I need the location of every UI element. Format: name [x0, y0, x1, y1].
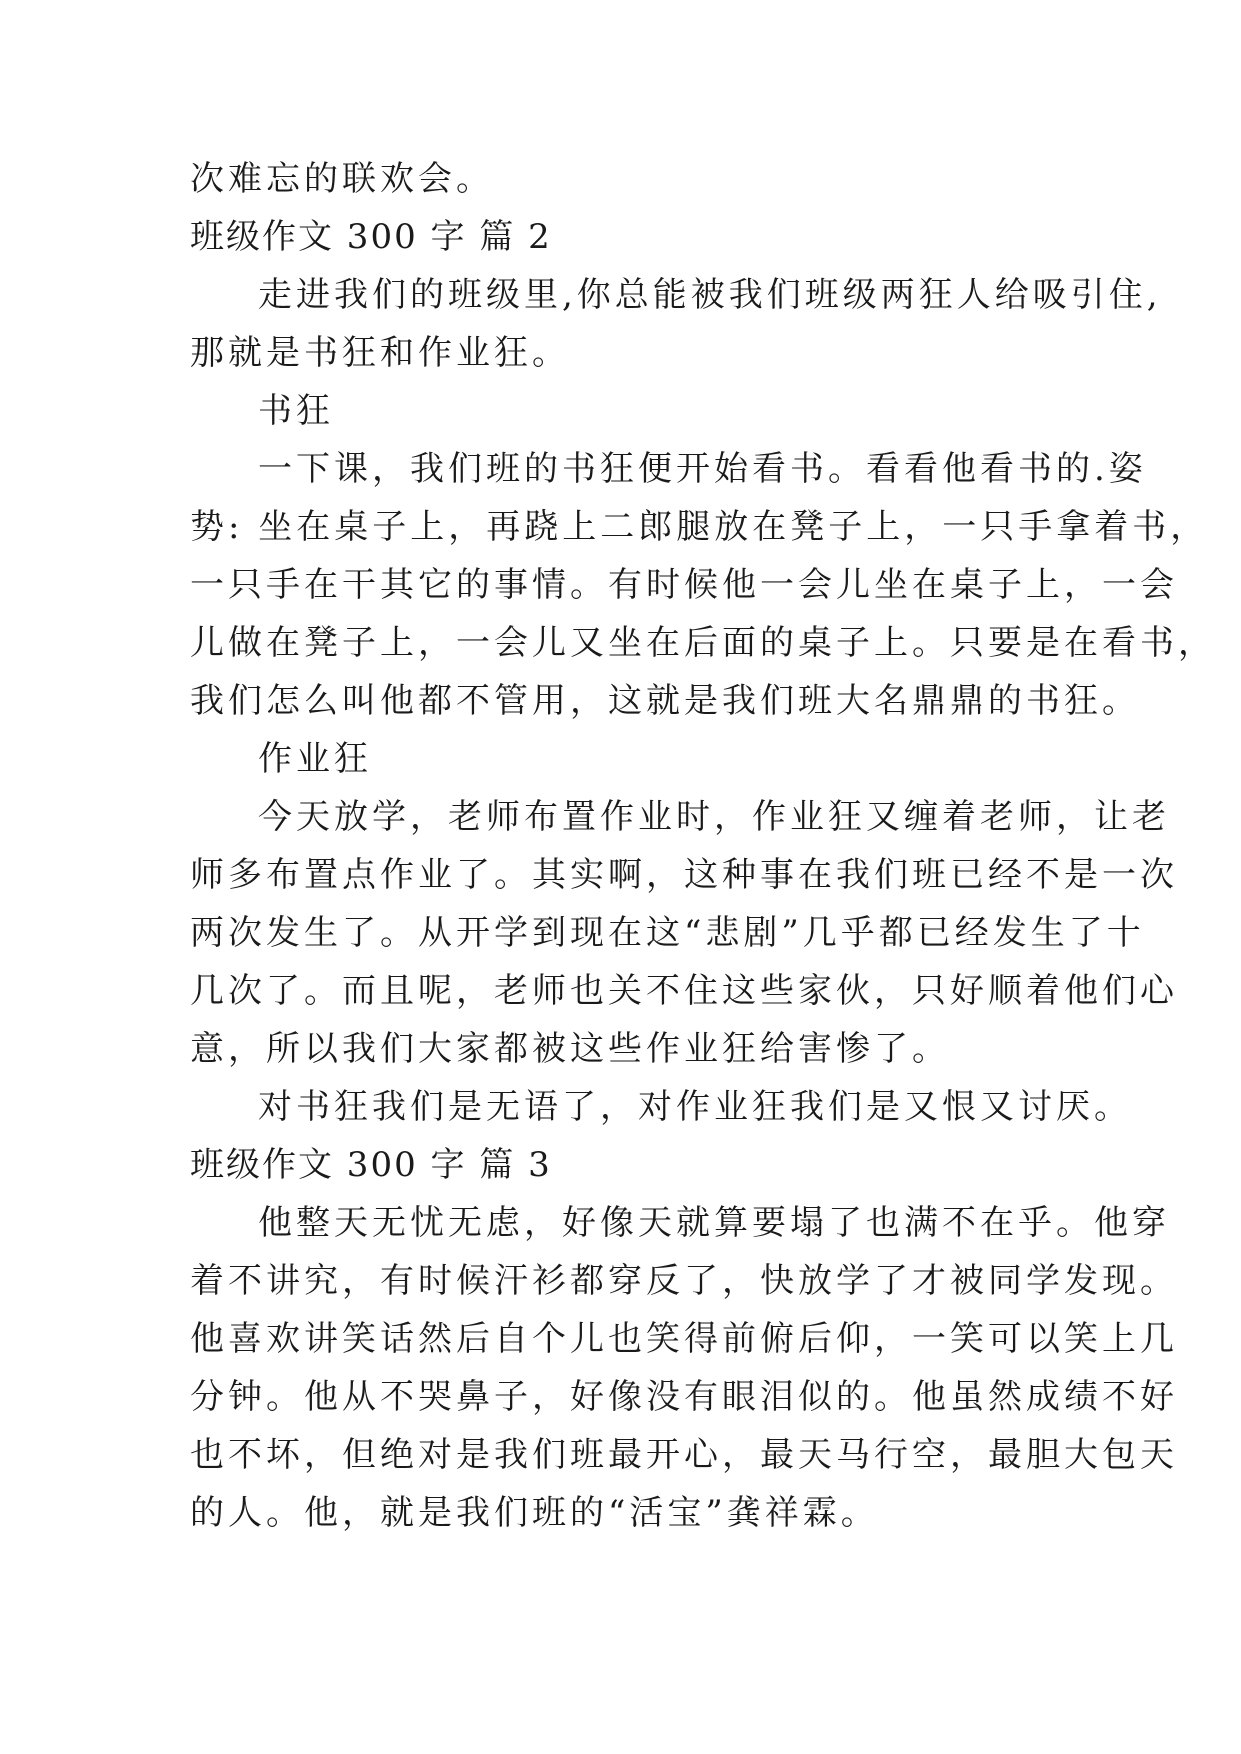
paragraph-line: 一只手在干其它的事情。有时候他一会儿坐在桌子上，一会: [190, 565, 1178, 605]
paragraph-line: 的人。他，就是我们班的“活宝”龚祥霖。: [190, 1493, 879, 1533]
paragraph-line: 一下课，我们班的书狂便开始看书。看看他看书的.姿: [258, 449, 1147, 489]
paragraph-line: 分钟。他从不哭鼻子，好像没有眼泪似的。他虽然成绩不好: [190, 1377, 1178, 1417]
paragraph-line: 对书狂我们是无语了，对作业狂我们是又恨又讨厌。: [258, 1087, 1132, 1127]
paragraph-line: 今天放学，老师布置作业时，作业狂又缠着老师，让老: [258, 797, 1170, 837]
paragraph-line: 走进我们的班级里,你总能被我们班级两狂人给吸引住,: [258, 275, 1162, 315]
section-heading: 班级作文 300 字 篇 3: [190, 1145, 552, 1185]
paragraph-line: 意，所以我们大家都被这些作业狂给害惨了。: [190, 1029, 950, 1069]
document-page: [190, 150, 1216, 1542]
paragraph-line: 他整天无忧无虑，好像天就算要塌了也满不在乎。他穿: [258, 1203, 1170, 1243]
paragraph-line: 那就是书狂和作业狂。: [190, 333, 570, 373]
paragraph-line: 我们怎么叫他都不管用，这就是我们班大名鼎鼎的书狂。: [190, 681, 1140, 721]
subheading: 作业狂: [258, 739, 372, 779]
section-heading: 班级作文 300 字 篇 2: [190, 217, 552, 257]
paragraph-line: 几次了。而且呢，老师也关不住这些家伙，只好顺着他们心: [190, 971, 1178, 1011]
text-line: 次难忘的联欢会。: [190, 159, 494, 199]
paragraph-line: 也不坏，但绝对是我们班最开心，最天马行空，最胆大包天: [190, 1435, 1178, 1475]
paragraph-line: 儿做在凳子上，一会儿又坐在后面的桌子上。只要是在看书，: [190, 623, 1216, 663]
paragraph-line: 两次发生了。从开学到现在这“悲剧”几乎都已经发生了十: [190, 913, 1145, 953]
paragraph-line: 着不讲究，有时候汗衫都穿反了，快放学了才被同学发现。: [190, 1261, 1178, 1301]
paragraph-line: 他喜欢讲笑话然后自个儿也笑得前俯后仰，一笑可以笑上几: [190, 1319, 1178, 1359]
paragraph-line: 势: 坐在桌子上，再跷上二郎腿放在凳子上，一只手拿着书，: [190, 507, 1209, 547]
paragraph-line: 师多布置点作业了。其实啊，这种事在我们班已经不是一次: [190, 855, 1178, 895]
subheading: 书狂: [258, 391, 334, 431]
